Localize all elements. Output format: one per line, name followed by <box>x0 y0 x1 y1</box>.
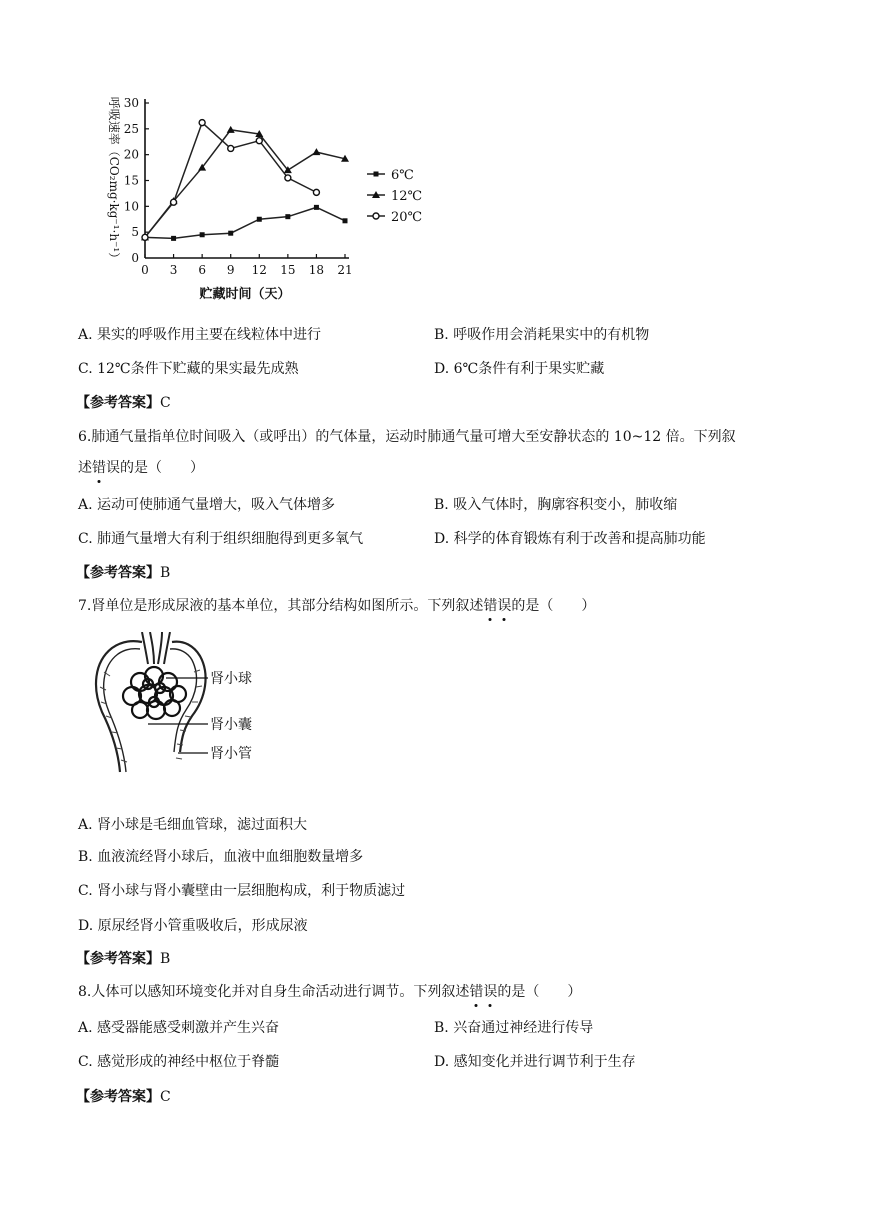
q5-option-c: C. 12℃条件下贮藏的果实最先成熟 <box>78 361 299 377</box>
q8-option-b: B. 兴奋通过神经进行传导 <box>434 1020 594 1036</box>
q7-option-c: C. 肾小球与肾小囊壁由一层细胞构成，利于物质滤过 <box>78 883 406 899</box>
q5-option-b: B. 呼吸作用会消耗果实中的有机物 <box>434 327 650 343</box>
legend-marker <box>373 213 379 219</box>
emphasis-char: 错 <box>483 598 498 614</box>
emphasis-char: 错 <box>469 984 484 1000</box>
x-tick-label: 0 <box>141 263 149 277</box>
q6-option-d: D. 科学的体育锻炼有利于改善和提高肺功能 <box>434 531 706 547</box>
emphasis-char: 误 <box>483 984 498 1000</box>
q6-option-a: A. 运动可使肺通气量增大，吸入气体增多 <box>78 497 336 513</box>
answer-label: 【参考答案】 <box>76 565 160 581</box>
stem-text: 7.肾单位是形成尿液的基本单位，其部分结构如图所示。下列叙述 <box>78 598 484 614</box>
x-axis-title: 贮藏时间（天） <box>199 287 291 302</box>
data-point-circle <box>171 199 177 205</box>
y-tick-label: 20 <box>123 147 139 162</box>
series-line-1 <box>145 207 345 238</box>
y-tick-label: 10 <box>123 199 139 214</box>
q7-stem <box>78 597 595 615</box>
stem-text: 述 <box>78 460 92 476</box>
data-point-square <box>171 236 176 241</box>
legend-label: 6℃ <box>391 168 414 183</box>
stem-text: 的是（ ） <box>511 598 596 614</box>
data-point-square <box>200 232 205 237</box>
q6-answer <box>76 564 170 582</box>
nephron-diagram <box>92 632 282 784</box>
data-point-circle <box>142 234 148 240</box>
q6-stem-line1: 6.肺通气量指单位时间吸入（或呼出）的气体量，运动时肺通气量可增大至安静状态的 10~12 倍。下列叙 <box>78 429 736 445</box>
q7-option-d: D. 原尿经肾小管重吸收后，形成尿液 <box>78 918 308 934</box>
q6-option-c: C. 肺通气量增大有利于组织细胞得到更多氧气 <box>78 531 364 547</box>
x-tick-label: 15 <box>280 263 296 277</box>
answer-label: 【参考答案】 <box>76 395 160 411</box>
y-tick-label: 30 <box>123 96 139 110</box>
q7-option-a: A. 肾小球是毛细血管球，滤过面积大 <box>78 817 308 833</box>
label-capsule: 肾小囊 <box>210 717 252 733</box>
x-tick-label: 9 <box>226 263 235 277</box>
stem-text: 误的是（ ） <box>106 460 204 476</box>
data-point-circle <box>285 175 291 181</box>
x-tick-label: 21 <box>337 263 353 277</box>
data-point-triangle <box>312 148 320 155</box>
y-tick-label: 5 <box>131 225 139 240</box>
data-point-circle <box>256 138 262 144</box>
answer-value: B <box>160 951 171 967</box>
x-tick-label: 12 <box>251 263 267 277</box>
y-tick-label: 25 <box>123 121 139 136</box>
legend-label: 20℃ <box>391 210 423 225</box>
q5-option-d: D. 6℃条件有利于果实贮藏 <box>434 361 605 377</box>
emphasis-char: 错 <box>92 460 106 476</box>
q8-option-d: D. 感知变化并进行调节利于生存 <box>434 1054 636 1070</box>
data-point-square <box>285 214 290 219</box>
answer-value: C <box>160 395 171 411</box>
data-point-triangle <box>227 126 235 133</box>
x-tick-label: 6 <box>198 263 206 277</box>
y-axis-title: 呼吸速率（CO₂mg·kg⁻¹·h⁻¹） <box>107 96 121 265</box>
data-point-circle <box>228 145 234 151</box>
respiration-rate-chart <box>88 88 468 308</box>
data-point-square <box>314 205 319 210</box>
data-point-square <box>257 217 262 222</box>
legend-marker <box>374 172 379 177</box>
q6-option-b: B. 吸入气体时，胸廓容积变小，肺收缩 <box>434 497 678 513</box>
x-tick-label: 18 <box>308 263 325 277</box>
data-point-circle <box>313 189 319 195</box>
y-tick-label: 0 <box>131 251 139 265</box>
answer-value: C <box>160 1089 171 1105</box>
label-tubule: 肾小管 <box>210 746 252 762</box>
q7-option-b: B. 血液流经肾小球后，血液中血细胞数量增多 <box>78 849 364 865</box>
q8-stem <box>78 983 581 1001</box>
q6-stem-line2 <box>78 459 204 477</box>
series-line-2 <box>145 130 345 237</box>
q5-answer <box>76 394 171 412</box>
x-tick-label: 3 <box>169 263 178 277</box>
legend-label: 12℃ <box>391 189 423 204</box>
data-point-square <box>228 231 233 236</box>
emphasis-char: 误 <box>497 598 512 614</box>
q8-answer <box>76 1088 171 1106</box>
q7-answer <box>76 950 170 968</box>
answer-value: B <box>160 565 171 581</box>
q5-option-a: A. 果实的呼吸作用主要在线粒体中进行 <box>78 327 322 343</box>
q8-option-a: A. 感受器能感受刺激并产生兴奋 <box>78 1020 280 1036</box>
answer-label: 【参考答案】 <box>76 1089 160 1105</box>
label-glomerulus: 肾小球 <box>210 671 252 687</box>
answer-label: 【参考答案】 <box>76 951 160 967</box>
y-tick-label: 15 <box>123 173 139 188</box>
stem-text: 的是（ ） <box>497 984 582 1000</box>
data-point-square <box>343 218 348 223</box>
q8-option-c: C. 感觉形成的神经中枢位于脊髓 <box>78 1054 280 1070</box>
data-point-circle <box>199 120 205 126</box>
stem-text: 8.人体可以感知环境变化并对自身生命活动进行调节。下列叙述 <box>78 984 470 1000</box>
